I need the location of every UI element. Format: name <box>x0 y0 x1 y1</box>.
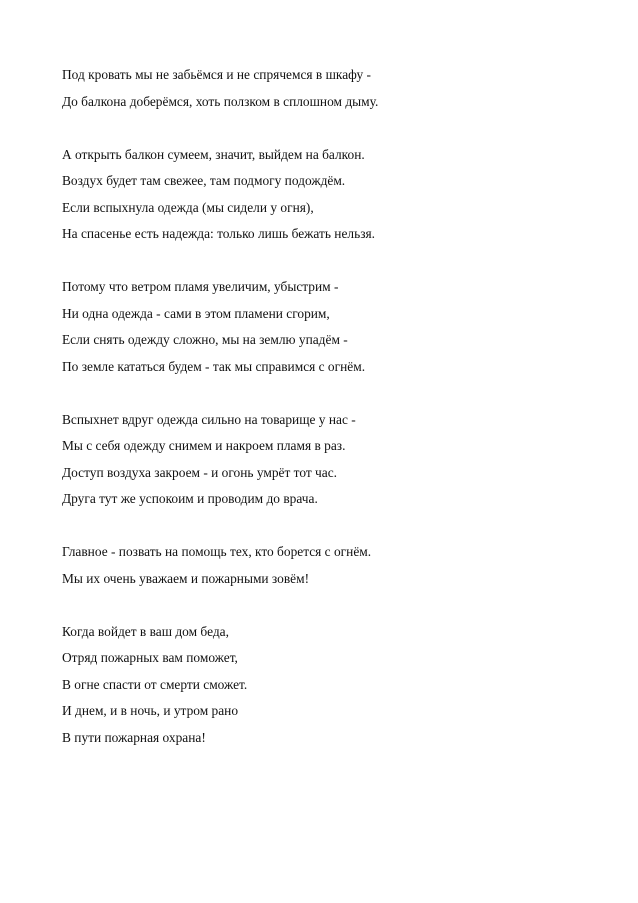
poem-line: Вспыхнет вдруг одежда сильно на товарище у нас - <box>62 411 356 427</box>
poem-line: Отряд пожарных вам поможет, <box>62 650 238 665</box>
poem-line: На спасенье есть надежда: только лишь бежать нельзя. <box>62 226 375 241</box>
stanza-2 <box>62 142 602 248</box>
poem-line: В пути пожарная охрана! <box>62 729 206 745</box>
poem-line: В огне спасти от смерти сможет. <box>62 676 248 692</box>
poem-line: Ни одна одежда - сами в этом пламени сгорим, <box>62 305 330 321</box>
poem-line: Воздух будет там свежее, там подмогу подождём. <box>62 173 346 188</box>
stanza-3 <box>62 274 602 380</box>
stanza-1 <box>62 62 602 115</box>
poem-line: Мы их очень уважаем и пожарными зовём! <box>62 570 310 586</box>
stanza-4 <box>62 407 602 513</box>
poem-line: А открыть балкон сумеем, значит, выйдем на балкон. <box>62 146 365 162</box>
poem-line: Когда войдет в ваш дом беда, <box>62 623 229 639</box>
poem-text <box>62 62 602 778</box>
poem-line: Под кровать мы не забьёмся и не спрячемся в шкафу - <box>62 67 371 82</box>
poem-line: Потому что ветром пламя увеличим, убыстрим - <box>62 279 339 294</box>
poem-line: Мы с себя одежду снимем и накроем пламя в раз. <box>62 438 346 453</box>
stanza-6 <box>62 619 602 752</box>
stanza-5 <box>62 539 602 592</box>
poem-line: Если вспыхнула одежда (мы сидели у огня), <box>62 199 314 215</box>
poem-line: И днем, и в ночь, и утром рано <box>62 703 239 718</box>
poem-line: Друга тут же успокоим и проводим до врача. <box>62 491 318 506</box>
poem-line: По земле кататься будем - так мы справимся с огнём. <box>62 358 366 374</box>
poem-line: Доступ воздуха закроем - и огонь умрёт тот час. <box>62 464 338 480</box>
poem-line: Главное - позвать на помощь тех, кто борется с огнём. <box>62 544 372 559</box>
poem-line: Если снять одежду сложно, мы на землю упадём - <box>62 332 348 347</box>
poem-line: До балкона доберёмся, хоть ползком в сплошном дыму. <box>62 93 379 109</box>
